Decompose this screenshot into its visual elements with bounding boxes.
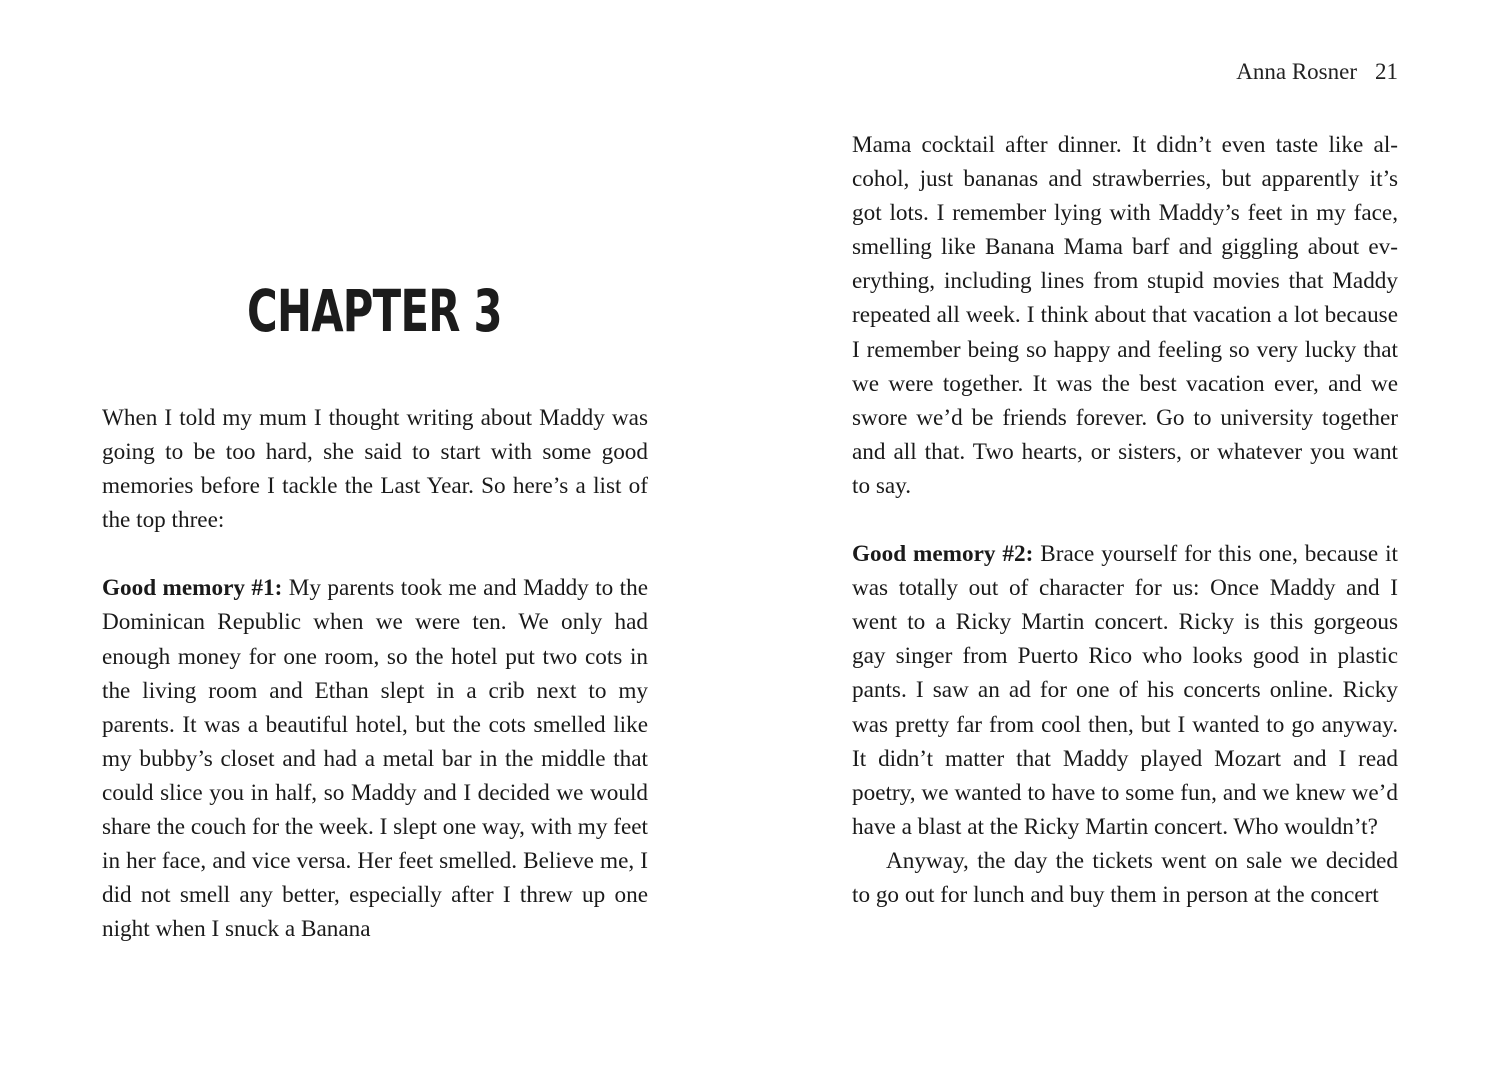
chapter-title: CHAPTER 3 bbox=[247, 277, 502, 345]
right-page-body bbox=[852, 128, 1398, 912]
left-page-body bbox=[102, 401, 648, 946]
right-page bbox=[750, 0, 1500, 1091]
memory-1-paragraph bbox=[102, 571, 648, 946]
page-number: 21 bbox=[1375, 59, 1398, 84]
memory-2-text: Brace yourself for this one, because it was totally out of character for us: Once Maddy and I went to a Ricky Martin concert. Ricky is this gorgeous gay singer from Puerto Rico who looks good in plastic pants. I saw an ad for one of his concerts online. Ricky was pretty far from cool then, but I wanted to go anyway. It didn’t matter that Maddy played Mozart and I read poetry, we wanted to have to some fun, and we knew we’d have a blast at the Ricky Martin concert. Who wouldn’t? bbox=[852, 541, 1398, 840]
intro-paragraph: When I told my mum I thought writing about Maddy was going to be too hard, she said to start with some good memories before I tackle the Last Year. So here’s a list of the top three: bbox=[102, 405, 648, 534]
memory-2-paragraph bbox=[852, 537, 1398, 844]
memory-1-text: My parents took me and Maddy to the Dominican Republic when we were ten. We only had enough money for one room, so the hotel put two cots in the living room and Ethan slept in a crib next to my parents. It was a beautiful hotel, but the cots smelled like my bubby’s closet and had a metal bar in the middle that could slice you in half, so Maddy and I decided we would share the couch for the week. I slept one way, with my feet in her face, and vice versa. Her feet smelled. Believe me, I did not smell any better, especially after I threw up one night when I snuck a Banana bbox=[102, 575, 648, 943]
next-paragraph: Anyway, the day the tickets went on sale we decided to go out for lunch and buy them in person at the concert bbox=[852, 847, 1398, 908]
memory-1-label: Good memory #1: bbox=[102, 575, 283, 602]
running-head bbox=[1236, 56, 1398, 88]
running-head-author: Anna Rosner bbox=[1236, 59, 1357, 84]
continuation-paragraph: Mama cocktail after dinner. It didn’t even taste like alcohol, just bananas and strawberries, but apparently it’s got lots. I remember lying with Maddy’s feet in my face, smelling like Banana Mama barf and giggling about everything, including lines from stupid movies that Maddy repeated all week. I think about that vacation a lot because I remember being so happy and feeling so very lucky that we were together. It was the best vacation ever, and we swore we’d be friends forever. Go to university together and all that. Two hearts, or sisters, or whatever you want to say. bbox=[852, 132, 1398, 499]
memory-2-label: Good memory #2: bbox=[852, 541, 1034, 568]
